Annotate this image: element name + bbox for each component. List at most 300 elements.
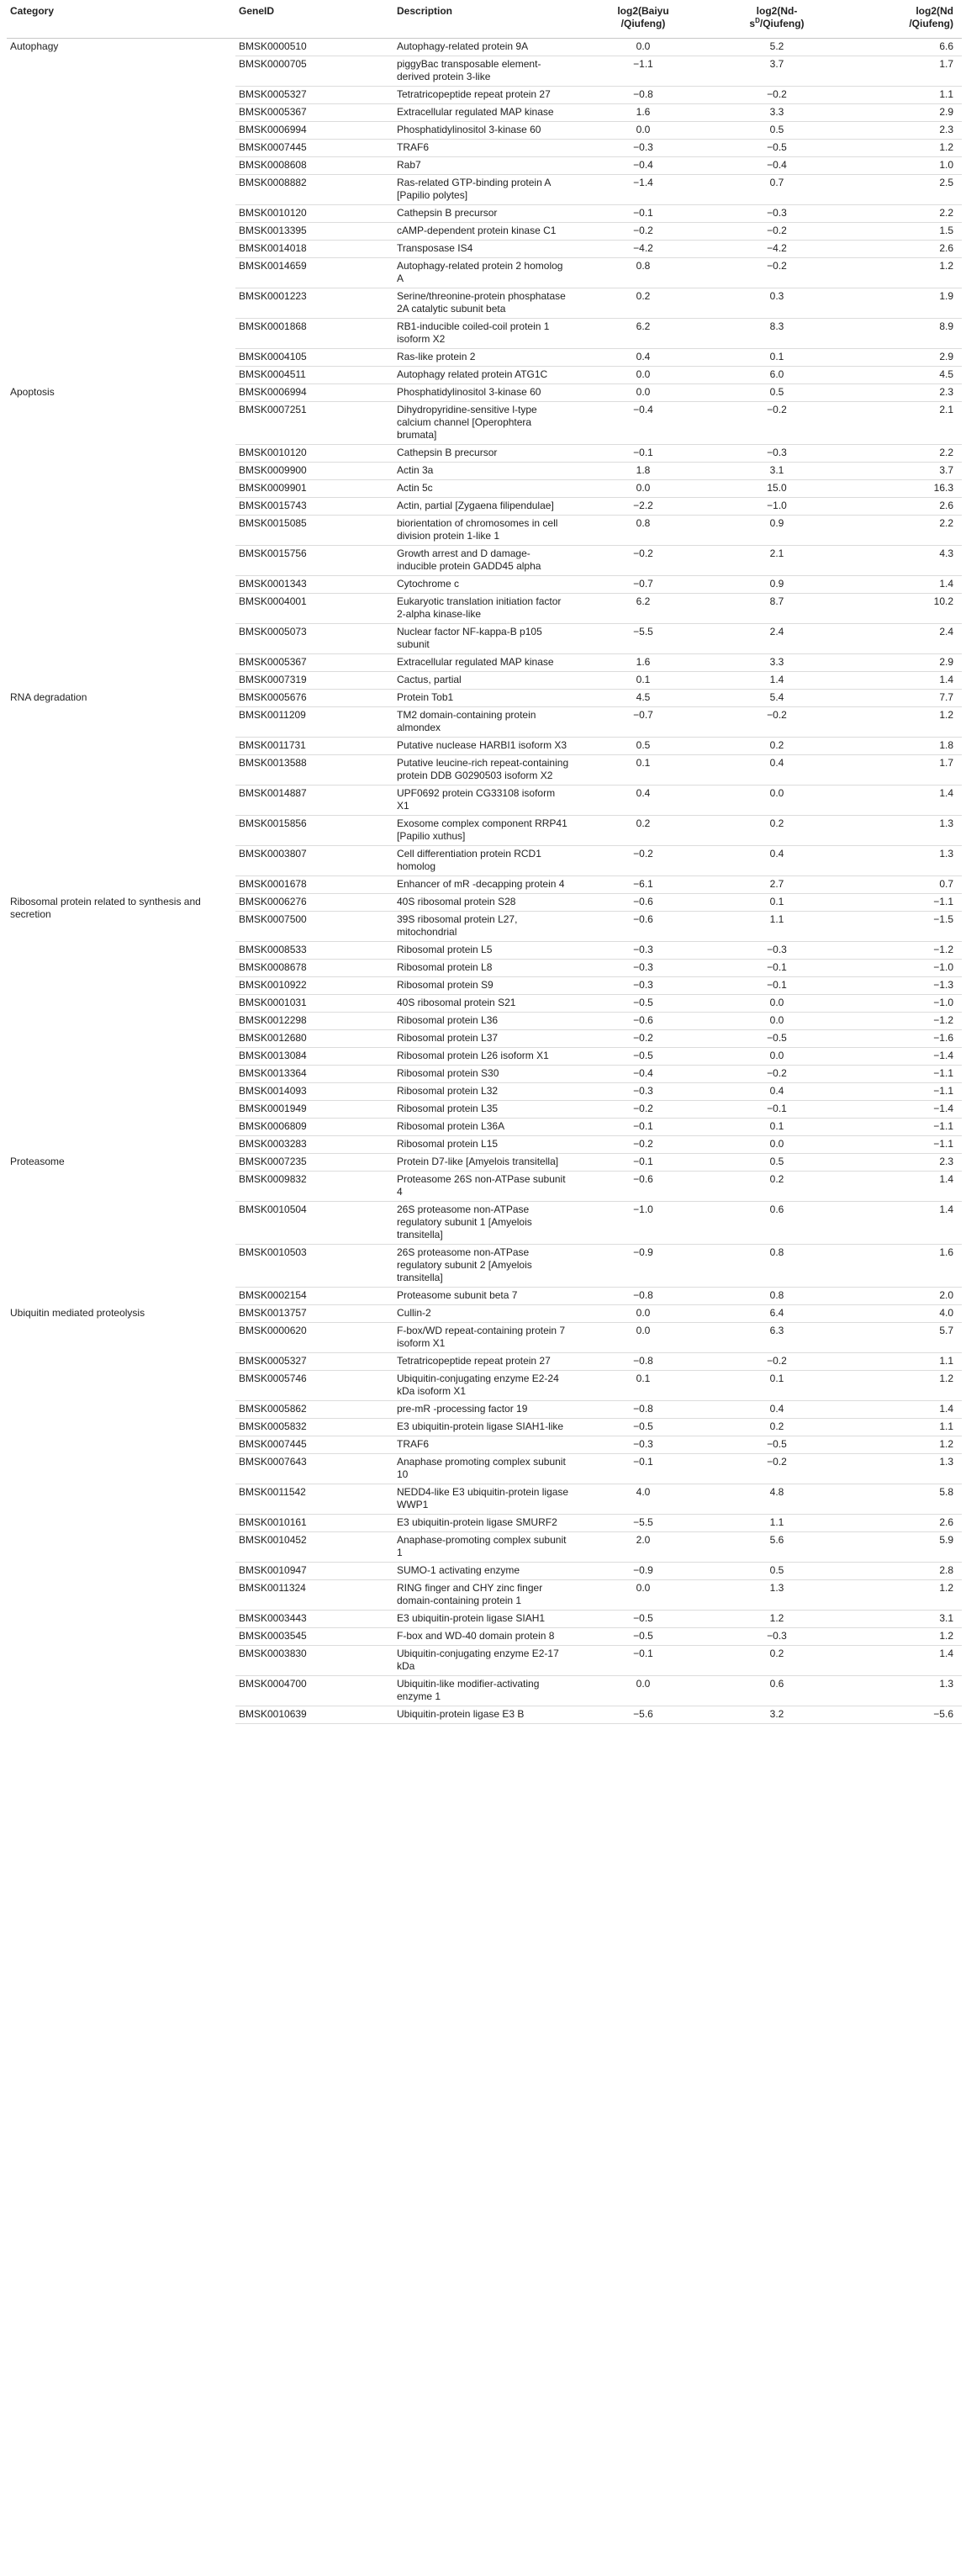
description-cell: SUMO-1 activating enzyme	[393, 1563, 573, 1580]
log2-baiyu-cell: −0.4	[573, 1066, 714, 1083]
log2-nd-cell: 3.7	[840, 463, 962, 480]
log2-nd-cell: −1.1	[840, 894, 962, 912]
gene-id-cell: BMSK0013364	[235, 1066, 393, 1083]
log2-nd-cell: 1.1	[840, 1419, 962, 1436]
table-row	[7, 690, 962, 707]
header-category: Category	[7, 0, 235, 39]
description-cell: TM2 domain-containing protein almondex	[393, 707, 573, 738]
description-cell: E3 ubiquitin-protein ligase SIAH1-like	[393, 1419, 573, 1436]
log2-nd-cell: 1.2	[840, 1371, 962, 1401]
description-cell: Putative nuclease HARBI1 isoform X3	[393, 738, 573, 755]
description-cell: Proteasome subunit beta 7	[393, 1288, 573, 1305]
log2-nd-cell: 1.1	[840, 87, 962, 104]
table-row	[7, 39, 962, 56]
gene-id-cell: BMSK0000620	[235, 1323, 393, 1353]
gene-id-cell: BMSK0007445	[235, 140, 393, 157]
log2-nd-sd-cell: 0.5	[714, 122, 840, 140]
log2-nd-cell: 5.7	[840, 1323, 962, 1353]
log2-nd-cell: 2.6	[840, 498, 962, 516]
log2-nd-cell: 1.2	[840, 1628, 962, 1646]
log2-nd-cell: −1.5	[840, 912, 962, 942]
log2-baiyu-cell: 0.1	[573, 1371, 714, 1401]
log2-nd-cell: 3.1	[840, 1611, 962, 1628]
log2-nd-sd-cell: −0.4	[714, 157, 840, 175]
gene-id-cell: BMSK0010120	[235, 445, 393, 463]
log2-nd-sd-cell: −0.2	[714, 87, 840, 104]
category-cell: Ribosomal protein related to synthesis and secretion	[10, 895, 201, 920]
log2-nd-sd-cell: 1.4	[714, 672, 840, 690]
header-description: Description	[393, 0, 573, 39]
header-log2-nd-sd	[714, 0, 840, 39]
log2-nd-sd-cell: 0.2	[714, 816, 840, 846]
gene-id-cell: BMSK0004700	[235, 1676, 393, 1706]
log2-baiyu-cell: −0.5	[573, 1628, 714, 1646]
gene-id-cell: BMSK0001868	[235, 319, 393, 349]
log2-nd-cell: −1.2	[840, 942, 962, 960]
log2-nd-cell: 1.5	[840, 223, 962, 241]
log2-baiyu-cell: 1.6	[573, 654, 714, 672]
log2-nd-sd-cell: 0.2	[714, 1172, 840, 1202]
log2-nd-sd-cell: −0.5	[714, 1030, 840, 1048]
gene-id-cell: BMSK0003807	[235, 846, 393, 876]
gene-id-cell: BMSK0014659	[235, 258, 393, 288]
log2-nd-sd-cell: 2.7	[714, 876, 840, 894]
log2-nd-sd-cell: −0.2	[714, 402, 840, 445]
description-cell: Proteasome 26S non-ATPase subunit 4	[393, 1172, 573, 1202]
gene-id-cell: BMSK0000510	[235, 39, 393, 56]
gene-id-cell: BMSK0006994	[235, 384, 393, 402]
log2-nd-sd-cell: −0.1	[714, 960, 840, 977]
description-cell: Extracellular regulated MAP kinase	[393, 104, 573, 122]
gene-id-cell: BMSK0013395	[235, 223, 393, 241]
description-cell: Phosphatidylinositol 3-kinase 60	[393, 122, 573, 140]
description-cell: Cell differentiation protein RCD1 homolog	[393, 846, 573, 876]
log2-baiyu-cell: −0.5	[573, 995, 714, 1013]
description-cell: Ribosomal protein L5	[393, 942, 573, 960]
log2-nd-cell: 4.0	[840, 1305, 962, 1323]
description-cell: RING finger and CHY zinc finger domain-containing protein 1	[393, 1580, 573, 1611]
log2-baiyu-cell: −0.2	[573, 1136, 714, 1154]
log2-nd-sd-cell: 8.7	[714, 594, 840, 624]
log2-baiyu-cell: 0.0	[573, 1305, 714, 1323]
description-cell: Nuclear factor NF-kappa-B p105 subunit	[393, 624, 573, 654]
log2-nd-sd-cell: 0.3	[714, 288, 840, 319]
log2-nd-cell: 0.7	[840, 876, 962, 894]
description-cell: biorientation of chromosomes in cell division protein 1-like 1	[393, 516, 573, 546]
gene-id-cell: BMSK0005862	[235, 1401, 393, 1419]
log2-nd-sd-cell: −0.5	[714, 1436, 840, 1454]
description-cell: Extracellular regulated MAP kinase	[393, 654, 573, 672]
log2-nd-sd-cell: 3.2	[714, 1706, 840, 1724]
log2-baiyu-cell: −0.7	[573, 576, 714, 594]
header-log2-nd	[840, 0, 962, 39]
gene-id-cell: BMSK0005073	[235, 624, 393, 654]
description-cell: NEDD4-like E3 ubiquitin-protein ligase WWP1	[393, 1484, 573, 1515]
log2-baiyu-cell: 0.4	[573, 785, 714, 816]
log2-nd-cell: −1.3	[840, 977, 962, 995]
log2-nd-sd-cell: −0.2	[714, 223, 840, 241]
log2-nd-cell: 4.3	[840, 546, 962, 576]
log2-nd-sd-cell: 3.1	[714, 463, 840, 480]
gene-id-cell: BMSK0001949	[235, 1101, 393, 1119]
gene-id-cell: BMSK0013084	[235, 1048, 393, 1066]
log2-nd-cell: −1.1	[840, 1136, 962, 1154]
log2-baiyu-cell: −0.1	[573, 1119, 714, 1136]
description-cell: Cytochrome c	[393, 576, 573, 594]
log2-nd-sd-cell: −0.2	[714, 1454, 840, 1484]
log2-baiyu-cell: −0.1	[573, 445, 714, 463]
description-cell: Actin 5c	[393, 480, 573, 498]
log2-nd-cell: 1.4	[840, 1172, 962, 1202]
gene-id-cell: BMSK0011209	[235, 707, 393, 738]
log2-nd-cell: 1.8	[840, 738, 962, 755]
log2-baiyu-cell: 1.8	[573, 463, 714, 480]
log2-nd-cell: −1.2	[840, 1013, 962, 1030]
gene-id-cell: BMSK0005676	[235, 690, 393, 707]
log2-baiyu-cell: −0.8	[573, 1288, 714, 1305]
log2-nd-sd-cell: 2.1	[714, 546, 840, 576]
gene-id-cell: BMSK0010452	[235, 1532, 393, 1563]
gene-id-cell: BMSK0013588	[235, 755, 393, 785]
log2-baiyu-cell: −2.2	[573, 498, 714, 516]
description-cell: piggyBac transposable element-derived protein 3-like	[393, 56, 573, 87]
log2-nd-cell: −5.6	[840, 1706, 962, 1724]
log2-nd-sd-cell: −0.3	[714, 1628, 840, 1646]
gene-id-cell: BMSK0009900	[235, 463, 393, 480]
description-cell: TRAF6	[393, 140, 573, 157]
log2-nd-sd-cell: 1.3	[714, 1580, 840, 1611]
log2-baiyu-cell: −0.1	[573, 1454, 714, 1484]
log2-baiyu-cell: −0.3	[573, 140, 714, 157]
log2-baiyu-cell: −0.9	[573, 1245, 714, 1288]
log2-baiyu-cell: 0.0	[573, 1323, 714, 1353]
log2-nd-sd-cell: 0.4	[714, 846, 840, 876]
log2-nd-cell: 1.2	[840, 1580, 962, 1611]
log2-nd-sd-cell: 6.4	[714, 1305, 840, 1323]
header-log2-nd-sd-s: s	[749, 18, 756, 29]
description-cell: Ribosomal protein L37	[393, 1030, 573, 1048]
log2-baiyu-cell: 0.0	[573, 39, 714, 56]
log2-baiyu-cell: −5.5	[573, 624, 714, 654]
description-cell: Ribosomal protein L36	[393, 1013, 573, 1030]
log2-nd-cell: 2.2	[840, 516, 962, 546]
log2-nd-cell: 1.9	[840, 288, 962, 319]
log2-nd-sd-cell: 0.0	[714, 1048, 840, 1066]
gene-id-cell: BMSK0014018	[235, 241, 393, 258]
log2-nd-sd-cell: 1.2	[714, 1611, 840, 1628]
description-cell: cAMP-dependent protein kinase C1	[393, 223, 573, 241]
log2-baiyu-cell: −0.3	[573, 960, 714, 977]
log2-baiyu-cell: 1.6	[573, 104, 714, 122]
log2-baiyu-cell: −1.1	[573, 56, 714, 87]
log2-nd-cell: 2.0	[840, 1288, 962, 1305]
gene-id-cell: BMSK0003283	[235, 1136, 393, 1154]
gene-id-cell: BMSK0007251	[235, 402, 393, 445]
table-row	[7, 1154, 962, 1172]
log2-nd-cell: 2.9	[840, 104, 962, 122]
log2-nd-cell: 1.3	[840, 846, 962, 876]
gene-id-cell: BMSK0001031	[235, 995, 393, 1013]
log2-nd-cell: −1.1	[840, 1083, 962, 1101]
description-cell: Rab7	[393, 157, 573, 175]
gene-id-cell: BMSK0015856	[235, 816, 393, 846]
log2-nd-cell: 2.6	[840, 241, 962, 258]
description-cell: Tetratricopeptide repeat protein 27	[393, 1353, 573, 1371]
gene-id-cell: BMSK0011324	[235, 1580, 393, 1611]
log2-nd-sd-cell: 0.1	[714, 1119, 840, 1136]
log2-baiyu-cell: 0.0	[573, 1676, 714, 1706]
log2-baiyu-cell: 2.0	[573, 1532, 714, 1563]
gene-id-cell: BMSK0013757	[235, 1305, 393, 1323]
log2-nd-cell: 1.2	[840, 140, 962, 157]
description-cell: Autophagy-related protein 9A	[393, 39, 573, 56]
description-cell: Autophagy related protein ATG1C	[393, 367, 573, 384]
gene-id-cell: BMSK0001343	[235, 576, 393, 594]
log2-baiyu-cell: −0.2	[573, 1101, 714, 1119]
log2-baiyu-cell: 0.8	[573, 516, 714, 546]
log2-nd-sd-cell: −1.0	[714, 498, 840, 516]
table-row	[7, 384, 962, 402]
description-cell: Protein D7-like [Amyelois transitella]	[393, 1154, 573, 1172]
gene-id-cell: BMSK0003545	[235, 1628, 393, 1646]
description-cell: Eukaryotic translation initiation factor 2-alpha kinase-like	[393, 594, 573, 624]
log2-baiyu-cell: 0.0	[573, 1580, 714, 1611]
log2-nd-cell: 4.5	[840, 367, 962, 384]
log2-nd-cell: 1.3	[840, 816, 962, 846]
log2-nd-cell: −1.4	[840, 1101, 962, 1119]
log2-nd-sd-cell: 15.0	[714, 480, 840, 498]
log2-baiyu-cell: −0.6	[573, 1013, 714, 1030]
log2-nd-cell: 2.3	[840, 1154, 962, 1172]
log2-nd-sd-cell: 0.0	[714, 1136, 840, 1154]
log2-baiyu-cell: −0.2	[573, 546, 714, 576]
description-cell: Actin, partial [Zygaena filipendulae]	[393, 498, 573, 516]
description-cell: Transposase IS4	[393, 241, 573, 258]
description-cell: Putative leucine-rich repeat-containing protein DDB G0290503 isoform X2	[393, 755, 573, 785]
log2-nd-sd-cell: 3.3	[714, 654, 840, 672]
header-log2-baiyu	[573, 0, 714, 39]
log2-baiyu-cell: −0.7	[573, 707, 714, 738]
log2-nd-cell: 1.4	[840, 672, 962, 690]
log2-nd-sd-cell: 0.0	[714, 995, 840, 1013]
log2-baiyu-cell: −0.2	[573, 223, 714, 241]
description-cell: Cullin-2	[393, 1305, 573, 1323]
log2-baiyu-cell: 6.2	[573, 594, 714, 624]
log2-nd-sd-cell: −0.3	[714, 942, 840, 960]
gene-id-cell: BMSK0010947	[235, 1563, 393, 1580]
category-cell: Apoptosis	[10, 385, 55, 398]
log2-baiyu-cell: −1.4	[573, 175, 714, 205]
log2-nd-sd-cell: 0.5	[714, 1563, 840, 1580]
log2-nd-cell: 5.8	[840, 1484, 962, 1515]
log2-nd-cell: 1.4	[840, 1646, 962, 1676]
log2-nd-sd-cell: −0.2	[714, 1066, 840, 1083]
header-log2-nd-line1: log2(Nd	[916, 5, 953, 17]
log2-nd-sd-cell: 0.2	[714, 1646, 840, 1676]
log2-nd-sd-cell: 0.5	[714, 1154, 840, 1172]
description-cell: UPF0692 protein CG33108 isoform X1	[393, 785, 573, 816]
log2-nd-sd-cell: 2.4	[714, 624, 840, 654]
description-cell: Enhancer of mR -decapping protein 4	[393, 876, 573, 894]
log2-nd-sd-cell: 0.2	[714, 1419, 840, 1436]
log2-nd-cell: 6.6	[840, 39, 962, 56]
gene-id-cell: BMSK0012298	[235, 1013, 393, 1030]
gene-id-cell: BMSK0007319	[235, 672, 393, 690]
gene-id-cell: BMSK0015085	[235, 516, 393, 546]
log2-baiyu-cell: 4.5	[573, 690, 714, 707]
header-log2-baiyu-line2: /Qiufeng)	[620, 18, 666, 29]
log2-baiyu-cell: 0.8	[573, 258, 714, 288]
log2-nd-cell: 2.9	[840, 349, 962, 367]
gene-id-cell: BMSK0008608	[235, 157, 393, 175]
log2-nd-cell: 1.4	[840, 576, 962, 594]
log2-baiyu-cell: 0.0	[573, 384, 714, 402]
log2-nd-cell: 2.8	[840, 1563, 962, 1580]
log2-baiyu-cell: −0.9	[573, 1563, 714, 1580]
log2-nd-cell: 7.7	[840, 690, 962, 707]
log2-nd-cell: 5.9	[840, 1532, 962, 1563]
description-cell: 40S ribosomal protein S21	[393, 995, 573, 1013]
header-log2-nd-sd-line1: log2(Nd-	[756, 5, 798, 17]
log2-baiyu-cell: −0.8	[573, 1401, 714, 1419]
log2-nd-cell: 1.3	[840, 1676, 962, 1706]
log2-baiyu-cell: 0.4	[573, 349, 714, 367]
description-cell: TRAF6	[393, 1436, 573, 1454]
description-cell: Protein Tob1	[393, 690, 573, 707]
log2-baiyu-cell: 0.0	[573, 480, 714, 498]
description-cell: Dihydropyridine-sensitive l-type calcium channel [Operophtera brumata]	[393, 402, 573, 445]
log2-nd-cell: 1.2	[840, 707, 962, 738]
log2-nd-sd-cell: 5.6	[714, 1532, 840, 1563]
gene-id-cell: BMSK0006809	[235, 1119, 393, 1136]
description-cell: 40S ribosomal protein S28	[393, 894, 573, 912]
log2-nd-sd-cell: 0.4	[714, 1401, 840, 1419]
log2-nd-cell: 2.5	[840, 175, 962, 205]
log2-baiyu-cell: −0.1	[573, 1646, 714, 1676]
log2-nd-cell: 1.6	[840, 1245, 962, 1288]
log2-nd-sd-cell: −0.2	[714, 1353, 840, 1371]
gene-id-cell: BMSK0009832	[235, 1172, 393, 1202]
gene-id-cell: BMSK0000705	[235, 56, 393, 87]
description-cell: Cathepsin B precursor	[393, 205, 573, 223]
description-cell: pre-mR -processing factor 19	[393, 1401, 573, 1419]
header-log2-baiyu-line1: log2(Baiyu	[617, 5, 669, 17]
gene-id-cell: BMSK0007500	[235, 912, 393, 942]
log2-nd-sd-cell: −0.1	[714, 1101, 840, 1119]
description-cell: Ribosomal protein L35	[393, 1101, 573, 1119]
description-cell: F-box/WD repeat-containing protein 7 isoform X1	[393, 1323, 573, 1353]
table-header	[7, 0, 962, 39]
log2-nd-cell: 2.1	[840, 402, 962, 445]
log2-nd-cell: −1.6	[840, 1030, 962, 1048]
table-row	[7, 894, 962, 912]
log2-baiyu-cell: 0.2	[573, 288, 714, 319]
description-cell: Ras-like protein 2	[393, 349, 573, 367]
log2-baiyu-cell: −5.6	[573, 1706, 714, 1724]
log2-nd-cell: 1.4	[840, 1401, 962, 1419]
description-cell: Phosphatidylinositol 3-kinase 60	[393, 384, 573, 402]
log2-baiyu-cell: −0.3	[573, 977, 714, 995]
log2-baiyu-cell: −5.5	[573, 1515, 714, 1532]
log2-nd-sd-cell: 0.9	[714, 576, 840, 594]
gene-id-cell: BMSK0010922	[235, 977, 393, 995]
gene-id-cell: BMSK0003443	[235, 1611, 393, 1628]
log2-nd-sd-cell: 0.8	[714, 1245, 840, 1288]
log2-baiyu-cell: −0.6	[573, 1172, 714, 1202]
gene-id-cell: BMSK0005367	[235, 654, 393, 672]
description-cell: Ras-related GTP-binding protein A [Papilio polytes]	[393, 175, 573, 205]
log2-baiyu-cell: −0.3	[573, 1436, 714, 1454]
description-cell: 26S proteasome non-ATPase regulatory subunit 1 [Amyelois transitella]	[393, 1202, 573, 1245]
log2-nd-sd-cell: −4.2	[714, 241, 840, 258]
description-cell: Autophagy-related protein 2 homolog A	[393, 258, 573, 288]
log2-nd-sd-cell: 0.2	[714, 738, 840, 755]
gene-id-cell: BMSK0001223	[235, 288, 393, 319]
log2-baiyu-cell: −0.1	[573, 205, 714, 223]
log2-nd-cell: 2.4	[840, 624, 962, 654]
log2-nd-sd-cell: 0.4	[714, 1083, 840, 1101]
log2-baiyu-cell: −0.6	[573, 912, 714, 942]
gene-id-cell: BMSK0005832	[235, 1419, 393, 1436]
log2-nd-sd-cell: 0.6	[714, 1676, 840, 1706]
description-cell: RB1-inducible coiled-coil protein 1 isoform X2	[393, 319, 573, 349]
log2-baiyu-cell: −0.5	[573, 1611, 714, 1628]
gene-id-cell: BMSK0010120	[235, 205, 393, 223]
gene-id-cell: BMSK0007643	[235, 1454, 393, 1484]
log2-nd-sd-cell: 0.1	[714, 1371, 840, 1401]
category-cell: Proteasome	[10, 1155, 65, 1167]
description-cell: Ribosomal protein S9	[393, 977, 573, 995]
description-cell: E3 ubiquitin-protein ligase SMURF2	[393, 1515, 573, 1532]
log2-nd-sd-cell: −0.5	[714, 140, 840, 157]
gene-id-cell: BMSK0002154	[235, 1288, 393, 1305]
gene-id-cell: BMSK0014887	[235, 785, 393, 816]
gene-id-cell: BMSK0006276	[235, 894, 393, 912]
description-cell: F-box and WD-40 domain protein 8	[393, 1628, 573, 1646]
gene-id-cell: BMSK0015743	[235, 498, 393, 516]
log2-baiyu-cell: −0.4	[573, 402, 714, 445]
log2-nd-sd-cell: 0.0	[714, 1013, 840, 1030]
log2-nd-cell: −1.4	[840, 1048, 962, 1066]
gene-id-cell: BMSK0015756	[235, 546, 393, 576]
log2-baiyu-cell: −0.8	[573, 87, 714, 104]
log2-nd-cell: 2.6	[840, 1515, 962, 1532]
log2-nd-cell: 2.3	[840, 384, 962, 402]
log2-nd-sd-cell: 3.3	[714, 104, 840, 122]
log2-nd-sd-cell: 0.0	[714, 785, 840, 816]
log2-baiyu-cell: −0.1	[573, 1154, 714, 1172]
log2-baiyu-cell: 0.1	[573, 755, 714, 785]
description-cell: Actin 3a	[393, 463, 573, 480]
log2-nd-cell: 2.9	[840, 654, 962, 672]
log2-nd-sd-cell: 0.7	[714, 175, 840, 205]
description-cell: E3 ubiquitin-protein ligase SIAH1	[393, 1611, 573, 1628]
table-body	[7, 39, 962, 1724]
log2-nd-cell: −1.1	[840, 1119, 962, 1136]
header-log2-nd-sd-line2: /Qiufeng)	[759, 18, 805, 29]
gene-id-cell: BMSK0008882	[235, 175, 393, 205]
log2-nd-cell: 1.3	[840, 1454, 962, 1484]
log2-baiyu-cell: −0.6	[573, 894, 714, 912]
gene-id-cell: BMSK0009901	[235, 480, 393, 498]
description-cell: Exosome complex component RRP41 [Papilio xuthus]	[393, 816, 573, 846]
log2-nd-sd-cell: 0.9	[714, 516, 840, 546]
gene-id-cell: BMSK0005746	[235, 1371, 393, 1401]
gene-id-cell: BMSK0004105	[235, 349, 393, 367]
log2-baiyu-cell: −1.0	[573, 1202, 714, 1245]
description-cell: Ubiquitin-like modifier-activating enzyme 1	[393, 1676, 573, 1706]
log2-nd-sd-cell: 0.4	[714, 755, 840, 785]
